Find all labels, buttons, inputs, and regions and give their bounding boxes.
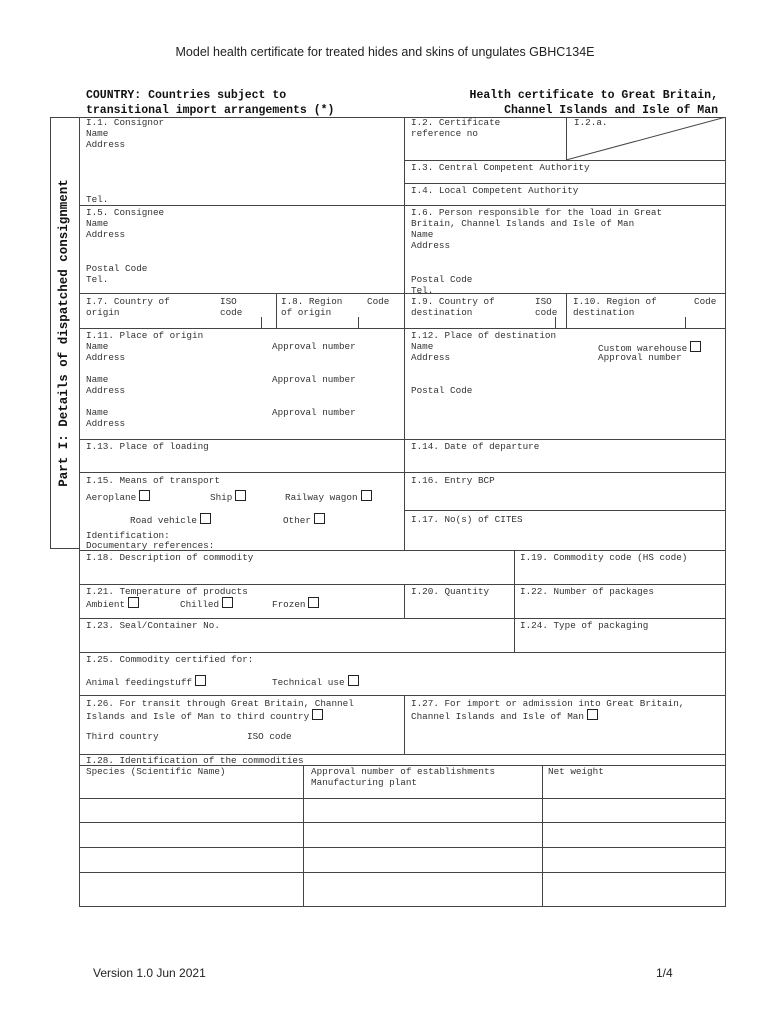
technical-use-option[interactable]: Technical use — [272, 675, 359, 688]
import-option[interactable]: Channel Islands and Isle of Man — [411, 709, 598, 722]
certificate-ref-label: I.2. Certificate — [411, 117, 501, 128]
frozen-checkbox[interactable] — [308, 597, 319, 608]
destination-address-label: Address — [411, 352, 451, 363]
region-origin-label-2: of origin — [281, 307, 332, 318]
country-heading-line1: COUNTRY: Countries subject to — [86, 89, 287, 102]
animal-feed-checkbox[interactable] — [195, 675, 206, 686]
country-heading-line2: transitional import arrangements (*) — [86, 104, 335, 117]
transit-label: I.26. For transit through Great Britain, Channel — [86, 698, 354, 709]
consignor-address-label: Address — [86, 139, 126, 150]
origin-address-label-3: Address — [86, 418, 126, 429]
manufacturing-column-header: Manufacturing plant — [311, 777, 418, 788]
consignor-name-label: Name — [86, 128, 109, 139]
country-destination-label: I.9. Country of — [411, 296, 495, 307]
railway-option[interactable]: Railway wagon — [285, 490, 372, 503]
origin-name-label-3: Name — [86, 407, 109, 418]
custom-warehouse-option[interactable]: Custom warehouse — [598, 341, 701, 354]
ship-option[interactable]: Ship — [210, 490, 246, 503]
temperature-label: I.21. Temperature of products — [86, 586, 248, 597]
local-authority-label: I.4. Local Competent Authority — [411, 185, 579, 196]
consignee-postal-label: Postal Code — [86, 263, 148, 274]
consignee-label: I.5. Consignee — [86, 207, 165, 218]
place-loading-label: I.13. Place of loading — [86, 441, 209, 452]
consignor-tel-label: Tel. — [86, 194, 109, 205]
region-destination-code-label: Code — [694, 296, 717, 307]
commodities-identification-label: I.28. Identification of the commodities — [86, 755, 304, 766]
road-vehicle-option[interactable]: Road vehicle — [130, 513, 211, 526]
transit-option[interactable]: Islands and Isle of Man to third country — [86, 709, 323, 722]
origin-name-label-2: Name — [86, 374, 109, 385]
chilled-checkbox[interactable] — [222, 597, 233, 608]
certificate-heading-line2: Channel Islands and Isle of Man — [504, 104, 718, 117]
destination-iso-label-2: code — [535, 307, 558, 318]
origin-name-label-1: Name — [86, 341, 109, 352]
certificate-heading-line1: Health certificate to Great Britain, — [469, 89, 718, 102]
date-departure-label: I.14. Date of departure — [411, 441, 540, 452]
origin-iso-label-2: code — [220, 307, 243, 318]
documentary-references-label: Documentary references: — [86, 540, 215, 551]
third-country-iso-label: ISO code — [247, 731, 292, 742]
destination-approval-label: Approval number — [598, 352, 682, 363]
packaging-type-label: I.24. Type of packaging — [520, 620, 649, 631]
destination-iso-label: ISO — [535, 296, 552, 307]
origin-address-label-1: Address — [86, 352, 126, 363]
road-vehicle-checkbox[interactable] — [200, 513, 211, 524]
other-transport-option[interactable]: Other — [283, 513, 325, 526]
technical-use-checkbox[interactable] — [348, 675, 359, 686]
field-i2a-label: I.2.a. — [574, 117, 608, 128]
cites-label: I.17. No(s) of CITES — [411, 514, 523, 525]
region-destination-label: I.10. Region of — [573, 296, 657, 307]
ambient-checkbox[interactable] — [128, 597, 139, 608]
version-footer: Version 1.0 Jun 2021 — [93, 966, 206, 980]
transit-checkbox[interactable] — [312, 709, 323, 720]
origin-approval-label-3: Approval number — [272, 407, 356, 418]
person-address-label: Address — [411, 240, 451, 251]
person-name-label: Name — [411, 229, 434, 240]
import-label: I.27. For import or admission into Great Britain, — [411, 698, 685, 709]
country-origin-label: I.7. Country of — [86, 296, 170, 307]
region-origin-code-label: Code — [367, 296, 390, 307]
certified-for-label: I.25. Commodity certified for: — [86, 654, 254, 665]
means-transport-label: I.15. Means of transport — [86, 475, 220, 486]
railway-checkbox[interactable] — [361, 490, 372, 501]
approval-column-header: Approval number of establishments — [311, 766, 496, 777]
ambient-option[interactable]: Ambient — [86, 597, 139, 610]
person-responsible-label-2: Britain, Channel Islands and Isle of Man — [411, 218, 635, 229]
certificate-ref-label-2: reference no — [411, 128, 478, 139]
origin-approval-label-1: Approval number — [272, 341, 356, 352]
region-destination-label-2: destination — [573, 307, 635, 318]
consignee-tel-label: Tel. — [86, 274, 109, 285]
consignee-name-label: Name — [86, 218, 109, 229]
net-weight-column-header: Net weight — [548, 766, 604, 777]
entry-bcp-label: I.16. Entry BCP — [411, 475, 495, 486]
quantity-label: I.20. Quantity — [411, 586, 490, 597]
commodity-code-label: I.19. Commodity code (HS code) — [520, 552, 688, 563]
origin-approval-label-2: Approval number — [272, 374, 356, 385]
country-origin-label-2: origin — [86, 307, 120, 318]
commodity-description-label: I.18. Description of commodity — [86, 552, 254, 563]
number-packages-label: I.22. Number of packages — [520, 586, 654, 597]
other-transport-checkbox[interactable] — [314, 513, 325, 524]
origin-address-label-2: Address — [86, 385, 126, 396]
country-destination-label-2: destination — [411, 307, 473, 318]
part-one-side-label: Part I: Details of dispatched consignment — [57, 179, 71, 487]
species-column-header: Species (Scientific Name) — [86, 766, 226, 777]
person-postal-label: Postal Code — [411, 274, 473, 285]
frozen-option[interactable]: Frozen — [272, 597, 319, 610]
region-origin-label: I.8. Region — [281, 296, 343, 307]
central-authority-label: I.3. Central Competent Authority — [411, 162, 590, 173]
page-number: 1/4 — [656, 966, 673, 980]
seal-container-label: I.23. Seal/Container No. — [86, 620, 220, 631]
aeroplane-checkbox[interactable] — [139, 490, 150, 501]
person-tel-label: Tel. — [411, 285, 434, 296]
place-destination-label: I.12. Place of destination — [411, 330, 557, 341]
identification-label: Identification: — [86, 530, 170, 541]
import-checkbox[interactable] — [587, 709, 598, 720]
place-origin-label: I.11. Place of origin — [86, 330, 204, 341]
consignor-label: I.1. Consignor — [86, 117, 165, 128]
animal-feed-option[interactable]: Animal feedingstuff — [86, 675, 206, 688]
third-country-label: Third country — [86, 731, 159, 742]
person-responsible-label: I.6. Person responsible for the load in Great — [411, 207, 663, 218]
origin-iso-label: ISO — [220, 296, 237, 307]
destination-postal-label: Postal Code — [411, 385, 473, 396]
consignee-address-label: Address — [86, 229, 126, 240]
chilled-option[interactable]: Chilled — [180, 597, 233, 610]
destination-name-label: Name — [411, 341, 434, 352]
aeroplane-option[interactable]: Aeroplane — [86, 490, 150, 503]
custom-warehouse-checkbox[interactable] — [690, 341, 701, 352]
document-title: Model health certificate for treated hides and skins of ungulates GBHC134E — [175, 45, 595, 59]
ship-checkbox[interactable] — [235, 490, 246, 501]
